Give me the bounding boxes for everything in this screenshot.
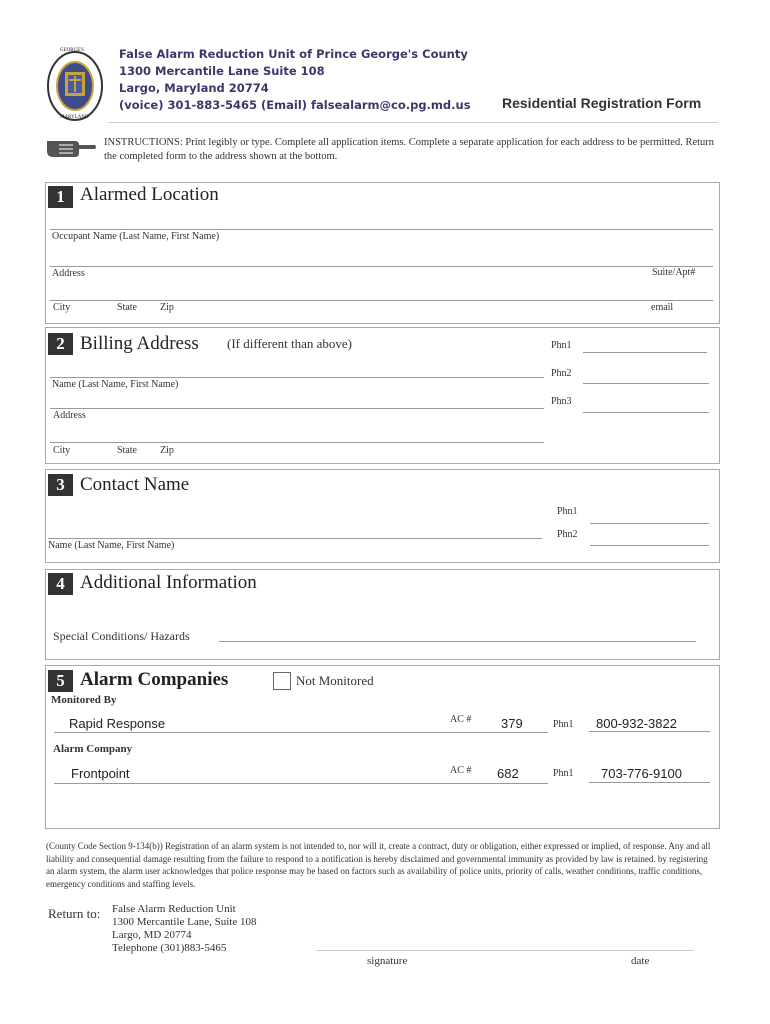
- monitor-company-value[interactable]: Rapid Response: [69, 716, 166, 731]
- alarm-phone-value[interactable]: 703-776-9100: [601, 766, 682, 781]
- return-line-3: Largo, MD 20774: [112, 929, 192, 941]
- alarm-ac-value[interactable]: 682: [497, 766, 519, 781]
- contact-phn1-field[interactable]: [590, 523, 709, 524]
- billing-note: (If different than above): [227, 336, 353, 351]
- section-1-title: Alarmed Location: [80, 184, 219, 205]
- county-seal: [46, 50, 104, 122]
- return-line-4: Telephone (301)883-5465: [112, 942, 227, 954]
- monitor-phn-label: Phn1: [553, 719, 574, 730]
- city-label: City: [53, 302, 71, 313]
- alarm-company-value[interactable]: Frontpoint: [71, 766, 130, 781]
- contact-name-label: Name (Last Name, First Name): [48, 540, 175, 551]
- section-5-number: 5: [48, 670, 73, 692]
- special-conditions-field[interactable]: [219, 641, 696, 642]
- return-line-1: False Alarm Reduction Unit: [112, 903, 236, 915]
- section-1-number: 1: [48, 186, 73, 208]
- special-conditions-label: Special Conditions/ Hazards: [53, 629, 190, 643]
- billing-phn2-field[interactable]: [583, 383, 709, 384]
- org-contact: (voice) 301-883-5465 (Email) falsealarm@co.pg.md.us: [119, 98, 471, 112]
- monitored-by-label: Monitored By: [51, 694, 117, 706]
- section-4-title: Additional Information: [80, 572, 257, 593]
- return-line-2: 1300 Mercantile Lane, Suite 108: [112, 916, 257, 928]
- signature-date-field[interactable]: [316, 950, 694, 951]
- city-state-zip-field[interactable]: [50, 300, 713, 301]
- billing-phn3-field[interactable]: [583, 412, 709, 413]
- form-title: Residential Registration Form: [502, 95, 702, 111]
- billing-city-label: City: [53, 445, 71, 456]
- not-monitored-label: Not Monitored: [296, 673, 374, 688]
- address-label: Address: [52, 268, 85, 279]
- contact-phn2-field[interactable]: [590, 545, 709, 546]
- org-name: False Alarm Reduction Unit of Prince George's County: [119, 47, 468, 61]
- org-street: 1300 Mercantile Lane Suite 108: [119, 64, 325, 78]
- header-rule: [108, 122, 718, 123]
- billing-state-label: State: [117, 445, 137, 456]
- section-2-number: 2: [48, 333, 73, 355]
- monitor-phone-value[interactable]: 800-932-3822: [596, 716, 677, 731]
- section-3-number: 3: [48, 474, 73, 496]
- disclaimer: (County Code Section 9-134(b)) Registration of an alarm system is not intended to, nor will it, create a contract, duty or obligation, either expressed or implied, of response. Any and all liability and consequential damage resulting from the failure to respond to a notification is hereby disclaimed and governmental immunity as provided by law is retained. by registering an alarm system, the alarm user acknowledges that police response may be based on factors such as availability of police units, priority of calls, weather conditions, traffic conditions, emergency conditions and staffing levels.: [46, 841, 711, 889]
- return-to-label: Return to:: [48, 906, 101, 921]
- state-label: State: [117, 302, 137, 313]
- date-label: date: [631, 955, 650, 967]
- not-monitored-checkbox[interactable]: [273, 672, 291, 690]
- billing-phn1-label: Phn1: [551, 340, 572, 351]
- billing-phn2-label: Phn2: [551, 368, 572, 379]
- signature-label: signature: [367, 955, 408, 967]
- alarm-phn-label: Phn1: [553, 768, 574, 779]
- section-3-title: Contact Name: [80, 474, 190, 495]
- seal-text-top: GEORGE'S: [60, 48, 84, 53]
- billing-name-field[interactable]: [50, 377, 544, 378]
- billing-name-label: Name (Last Name, First Name): [52, 379, 179, 390]
- section-4-number: 4: [48, 573, 73, 595]
- alarm-ac-label: AC #: [450, 765, 472, 776]
- seal-text-bottom: MARYLAND: [60, 115, 89, 120]
- billing-zip-label: Zip: [160, 445, 174, 456]
- occupant-name-field[interactable]: [50, 229, 713, 230]
- billing-phn1-field[interactable]: [583, 352, 707, 353]
- alarm-company-label: Alarm Company: [53, 743, 133, 755]
- alarm-company-field: [54, 783, 548, 784]
- pointing-hand-icon: [45, 133, 97, 166]
- monitor-phone-field: [589, 731, 710, 732]
- contact-phn2-label: Phn2: [557, 529, 578, 540]
- suite-label: Suite/Apt#: [652, 267, 696, 278]
- monitor-ac-label: AC #: [450, 714, 472, 725]
- instructions: INSTRUCTIONS: Print legibly or type. Complete all application items. Complete a separate application for each address to be permitted. Return the completed form to the address shown at the bottom.: [104, 137, 715, 162]
- address-field[interactable]: [50, 266, 713, 267]
- monitor-ac-value[interactable]: 379: [501, 716, 523, 731]
- billing-address-label: Address: [53, 410, 86, 421]
- email-label: email: [651, 302, 674, 313]
- contact-phn1-label: Phn1: [557, 506, 578, 517]
- alarm-phone-field: [589, 782, 710, 783]
- billing-city-field[interactable]: [50, 442, 544, 443]
- occupant-name-label: Occupant Name (Last Name, First Name): [52, 231, 220, 242]
- section-2-title: Billing Address: [80, 333, 199, 354]
- monitor-company-field: [54, 732, 548, 733]
- billing-address-field[interactable]: [50, 408, 544, 409]
- contact-name-field[interactable]: [48, 538, 542, 539]
- zip-label: Zip: [160, 302, 174, 313]
- section-5-title: Alarm Companies: [80, 669, 229, 690]
- org-city: Largo, Maryland 20774: [119, 81, 269, 95]
- billing-phn3-label: Phn3: [551, 396, 572, 407]
